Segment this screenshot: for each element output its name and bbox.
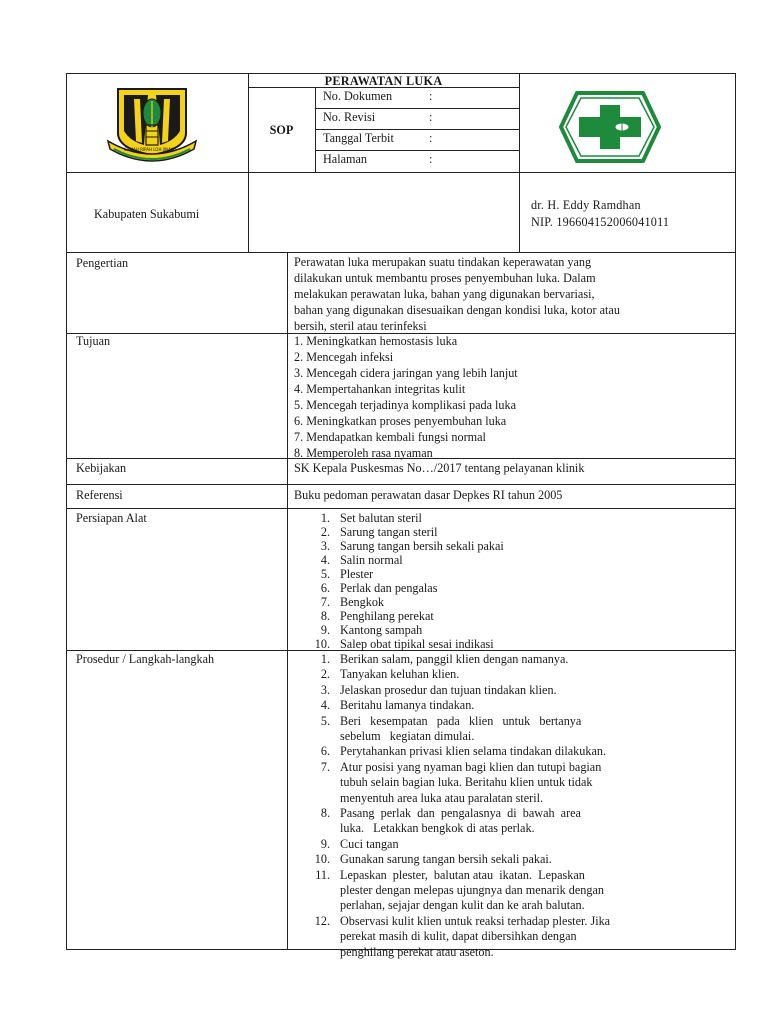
step-text: perekat masih di kulit, dapat dibersihkan dengan (340, 929, 577, 944)
step-number: 8. (320, 806, 330, 820)
label-tujuan: Tujuan (76, 334, 111, 348)
list-number: 5. (320, 567, 330, 581)
field-sep: : (429, 110, 433, 124)
list-item: Sarung tangan bersih sekali pakai (340, 539, 504, 553)
step-number: 12. (314, 913, 330, 928)
text-line: bersih, steril atau terinfeksi (294, 319, 427, 333)
text-line: bahan yang digunakan disesuaikan dengan kondisi luka, kotor atau (294, 303, 620, 317)
step-text: penghilang perekat atau aseton. (340, 944, 494, 959)
step-text: Beri kesempatan pada klien untuk bertanya (340, 713, 582, 728)
sop-label: SOP (269, 123, 294, 137)
list-item: 6. Meningkatkan proses penyembuhan luka (294, 414, 507, 428)
field-sep: : (429, 152, 433, 166)
kebijakan-text: SK Kepala Puskesmas No…/2017 tentang pelayanan klinik (294, 461, 585, 475)
referensi-text: Buku pedoman perawatan dasar Depkes RI tahun 2005 (294, 488, 563, 502)
label-referensi: Referensi (76, 488, 123, 502)
label-kebijakan: Kebijakan (76, 461, 127, 475)
list-number: 4. (320, 553, 330, 567)
step-number: 5. (320, 713, 330, 728)
field-sep: : (429, 131, 433, 145)
text-line: melakukan perawatan luka, bahan yang digunakan bervariasi, (294, 287, 595, 301)
list-item: 2. Mencegah infeksi (294, 350, 394, 364)
step-text: Tanyakan keluhan klien. (340, 667, 460, 682)
step-text: Observasi kulit klien untuk reaksi terhadap plester. Jika (340, 913, 611, 928)
step-text: Cuci tangan (340, 836, 399, 851)
step-text: menyentuh area luka atau paralatan steril. (340, 790, 544, 805)
list-item: 1. Meningkatkan hemostasis luka (294, 334, 458, 348)
page-title: PERAWATAN LUKA (324, 74, 443, 88)
step-number: 10. (314, 852, 330, 867)
step-number: 11. (315, 867, 330, 882)
signer-name: dr. H. Eddy Ramdhan (531, 198, 641, 212)
step-text: luka. Letakkan bengkok di atas perlak. (340, 821, 535, 836)
step-number: 1. (320, 652, 330, 666)
list-item: Salep obat tipikal sesai indikasi (340, 637, 494, 651)
list-item: 3. Mencegah cidera jaringan yang lebih lanjut (294, 366, 518, 380)
field-label: Halaman (323, 152, 367, 166)
step-number: 9. (320, 836, 330, 851)
text-line: dilakukan untuk membantu proses penyembuhan luka. Dalam (294, 271, 596, 285)
signer-nip: NIP. 196604152006041011 (531, 215, 670, 229)
step-text: plester dengan melepas ujungnya dan menarik dengan (340, 883, 604, 897)
label-prosedur: Prosedur / Langkah-langkah (76, 652, 215, 666)
field-sep: : (429, 89, 433, 103)
list-item: Salin normal (340, 553, 403, 567)
step-text: Pasang perlak dan pengalasnya di bawah area (340, 806, 581, 820)
puskesmas-logo (559, 91, 661, 163)
logo-banner-text: GEMAH RIPAH LOH JINAWI (124, 147, 176, 152)
label-pengertian: Pengertian (76, 256, 129, 270)
list-item: Perlak dan pengalas (340, 581, 438, 595)
step-number: 2. (320, 667, 330, 682)
list-item: Penghilang perekat (340, 609, 434, 623)
list-number: 10. (314, 637, 330, 651)
step-number: 3. (320, 682, 330, 697)
step-text: Perytahankan privasi klien selama tindakan dilakukan. (340, 744, 607, 759)
step-text: tubuh selain bagian luka. Beritahu klien untuk tidak (340, 775, 593, 790)
step-text: sebelum kegiatan dimulai. (340, 729, 475, 743)
step-number: 7. (320, 759, 330, 774)
list-number: 3. (320, 539, 330, 553)
text-line: Perawatan luka merupakan suatu tindakan keperawatan yang (294, 255, 592, 269)
list-number: 7. (320, 595, 330, 609)
list-item: Bengkok (340, 595, 385, 609)
step-text: Jelaskan prosedur dan tujuan tindakan klien. (340, 682, 557, 697)
field-label: No. Dokumen (323, 89, 393, 103)
list-number: 9. (320, 623, 330, 637)
step-number: 4. (320, 698, 330, 713)
list-item: 5. Mencegah terjadinya komplikasi pada luka (294, 398, 517, 412)
list-item: 4. Mempertahankan integritas kulit (294, 382, 466, 396)
list-item: Plester (340, 567, 374, 581)
list-item: Sarung tangan steril (340, 525, 438, 539)
region-name: Kabupaten Sukabumi (94, 207, 200, 221)
field-label: No. Revisi (323, 110, 376, 124)
step-text: Beritahu lamanya tindakan. (340, 698, 475, 713)
list-item: Set balutan steril (340, 511, 422, 525)
step-text: perlahan, sejajar dengan kulit dan ke arah balutan. (340, 898, 585, 913)
step-number: 6. (320, 744, 330, 759)
list-item: 8. Memperoleh rasa nyaman (294, 446, 433, 460)
list-number: 2. (320, 525, 330, 539)
step-text: Lepaskan plester, balutan atau ikatan. Lepaskan (340, 867, 585, 882)
list-number: 1. (320, 511, 330, 525)
label-persiapan: Persiapan Alat (76, 511, 147, 525)
list-number: 6. (320, 581, 330, 595)
step-text: Berikan salam, panggil klien dengan namanya. (340, 652, 569, 666)
field-label: Tanggal Terbit (323, 131, 394, 145)
left-logo (104, 85, 200, 163)
list-number: 8. (320, 609, 330, 623)
step-text: Atur posisi yang nyaman bagi klien dan tutupi bagian (340, 759, 602, 774)
list-item: 7. Mendapatkan kembali fungsi normal (294, 430, 486, 444)
step-text: Gunakan sarung tangan bersih sekali pakai. (340, 852, 552, 867)
list-item: Kantong sampah (340, 623, 423, 637)
